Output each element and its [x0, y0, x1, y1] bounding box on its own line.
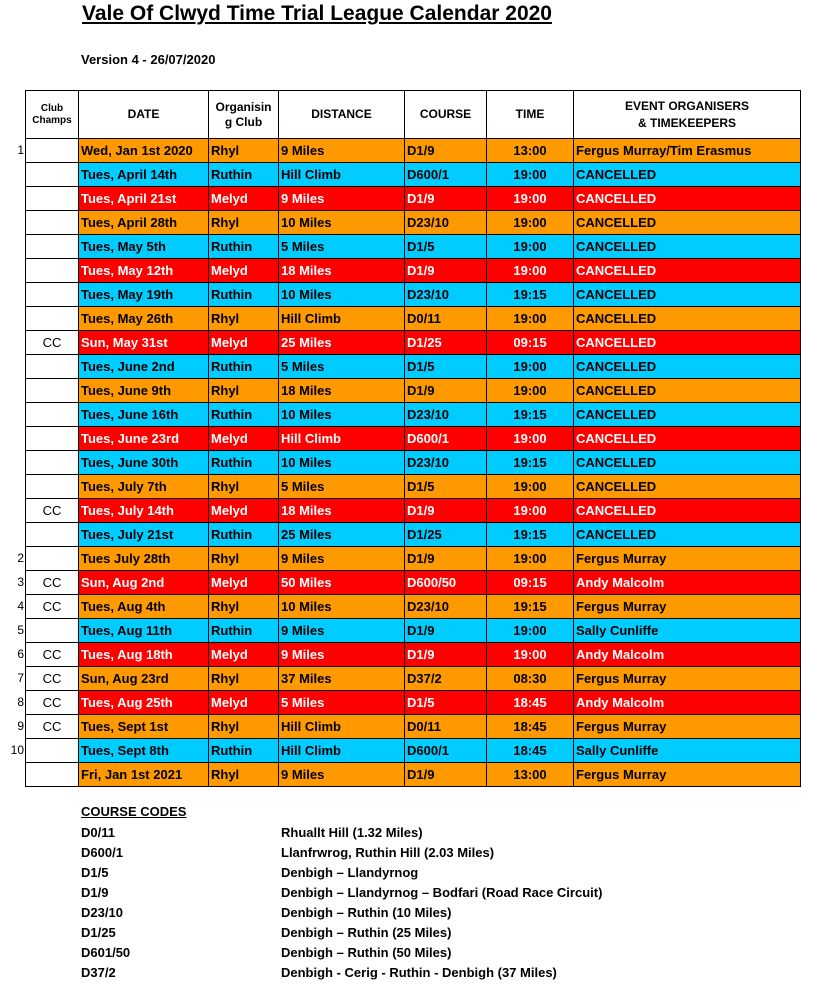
organiser-cell: CANCELLED [574, 331, 801, 355]
club-cell: Rhyl [209, 667, 279, 691]
course-cell: D23/10 [405, 283, 487, 307]
table-row [26, 403, 801, 427]
row-number: 4 [17, 599, 24, 613]
course-cell: D1/9 [405, 499, 487, 523]
time-cell: 19:00 [487, 427, 574, 451]
date-cell: Tues, June 23rd [79, 427, 209, 451]
date-cell: Tues, May 19th [79, 283, 209, 307]
time-cell: 13:00 [487, 763, 574, 787]
club-champs-cell [26, 235, 79, 259]
time-cell: 18:45 [487, 739, 574, 763]
distance-cell: Hill Climb [279, 307, 405, 331]
club-champs-marker: CC [42, 671, 62, 686]
table-row [26, 355, 801, 379]
club-cell: Rhyl [209, 715, 279, 739]
date-cell: Tues, May 5th [79, 235, 209, 259]
organiser-cell: Fergus Murray [574, 763, 801, 787]
club-cell: Ruthin [209, 523, 279, 547]
time-cell: 19:00 [487, 163, 574, 187]
club-cell: Melyd [209, 187, 279, 211]
time-cell: 19:00 [487, 379, 574, 403]
organiser-cell: Andy Malcolm [574, 691, 801, 715]
date-cell: Wed, Jan 1st 2020 [79, 139, 209, 163]
course-cell: D600/1 [405, 739, 487, 763]
table-row [26, 547, 801, 571]
distance-cell: Hill Climb [279, 427, 405, 451]
table-row [26, 739, 801, 763]
time-cell: 19:15 [487, 595, 574, 619]
date-cell: Tues, July 14th [79, 499, 209, 523]
time-cell: 19:00 [487, 307, 574, 331]
table-row [26, 451, 801, 475]
organiser-cell: CANCELLED [574, 283, 801, 307]
course-code: D0/11 [81, 825, 115, 840]
organiser-cell: CANCELLED [574, 379, 801, 403]
time-cell: 09:15 [487, 331, 574, 355]
table-row [26, 667, 801, 691]
date-cell: Tues, Aug 18th [79, 643, 209, 667]
time-cell: 09:15 [487, 571, 574, 595]
club-cell: Ruthin [209, 739, 279, 763]
club-champs-cell [26, 259, 79, 283]
distance-cell: Hill Climb [279, 739, 405, 763]
course-description: Denbigh – Ruthin (10 Miles) [281, 905, 452, 920]
header-organisers-line1: EVENT ORGANISERS [624, 98, 750, 113]
organiser-cell: CANCELLED [574, 235, 801, 259]
date-cell: Sun, Aug 2nd [79, 571, 209, 595]
club-champs-cell [26, 187, 79, 211]
row-number: 5 [17, 623, 24, 637]
club-champs-marker: CC [42, 647, 62, 662]
table-row [26, 715, 801, 739]
time-cell: 19:15 [487, 523, 574, 547]
organiser-cell: Fergus Murray [574, 667, 801, 691]
course-cell: D0/11 [405, 715, 487, 739]
club-cell: Rhyl [209, 379, 279, 403]
table-row [26, 619, 801, 643]
distance-cell: 9 Miles [279, 619, 405, 643]
club-champs-cell [26, 307, 79, 331]
date-cell: Tues, July 21st [79, 523, 209, 547]
distance-cell: Hill Climb [279, 715, 405, 739]
table-row [26, 283, 801, 307]
date-cell: Tues, April 21st [79, 187, 209, 211]
date-cell: Sun, May 31st [79, 331, 209, 355]
course-cell: D1/9 [405, 619, 487, 643]
time-cell: 13:00 [487, 139, 574, 163]
club-cell: Ruthin [209, 619, 279, 643]
distance-cell: 25 Miles [279, 523, 405, 547]
club-champs-cell [26, 163, 79, 187]
course-code: D23/10 [81, 905, 123, 920]
date-cell: Tues, June 30th [79, 451, 209, 475]
club-champs-marker: CC [42, 335, 62, 350]
row-number: 2 [17, 551, 24, 565]
distance-cell: 18 Miles [279, 259, 405, 283]
club-cell: Rhyl [209, 211, 279, 235]
course-cell: D1/5 [405, 475, 487, 499]
course-cell: D23/10 [405, 403, 487, 427]
table-row [26, 331, 801, 355]
row-number: 7 [17, 671, 24, 685]
club-champs-cell [26, 763, 79, 787]
course-cell: D1/9 [405, 763, 487, 787]
course-cell: D1/9 [405, 187, 487, 211]
date-cell: Tues, Sept 1st [79, 715, 209, 739]
course-codes-title: COURSE CODES [81, 804, 187, 819]
table-row [26, 691, 801, 715]
course-cell: D1/9 [405, 643, 487, 667]
header-organising-club: Organisin g Club [209, 91, 279, 139]
table-row [26, 379, 801, 403]
club-champs-cell [17, 547, 79, 571]
club-champs-marker: CC [42, 503, 62, 518]
time-cell: 19:00 [487, 643, 574, 667]
header-course: COURSE [405, 91, 487, 139]
table-row [26, 211, 801, 235]
club-champs-cell [17, 667, 79, 691]
organiser-cell: CANCELLED [574, 427, 801, 451]
course-cell: D1/9 [405, 259, 487, 283]
distance-cell: 25 Miles [279, 331, 405, 355]
date-cell: Tues, June 9th [79, 379, 209, 403]
table-row [26, 523, 801, 547]
time-cell: 08:30 [487, 667, 574, 691]
course-cell: D1/25 [405, 331, 487, 355]
club-champs-cell [26, 283, 79, 307]
table-row [26, 427, 801, 451]
version-label: Version 4 - 26/07/2020 [81, 52, 216, 67]
distance-cell: 5 Miles [279, 355, 405, 379]
table-row [26, 595, 801, 619]
club-cell: Melyd [209, 427, 279, 451]
distance-cell: Hill Climb [279, 163, 405, 187]
time-cell: 19:00 [487, 475, 574, 499]
club-cell: Rhyl [209, 307, 279, 331]
club-cell: Ruthin [209, 163, 279, 187]
time-cell: 19:00 [487, 259, 574, 283]
header-time: TIME [487, 91, 574, 139]
time-cell: 19:00 [487, 619, 574, 643]
club-champs-cell [26, 331, 79, 355]
date-cell: Tues, May 26th [79, 307, 209, 331]
date-cell: Tues, Sept 8th [79, 739, 209, 763]
club-cell: Ruthin [209, 403, 279, 427]
club-champs-cell [26, 211, 79, 235]
club-champs-cell [17, 691, 79, 715]
header-club-champs: Club Champs [26, 91, 79, 139]
date-cell: Tues, Aug 11th [79, 619, 209, 643]
course-cell: D23/10 [405, 211, 487, 235]
organiser-cell: Sally Cunliffe [574, 739, 801, 763]
course-description: Rhuallt Hill (1.32 Miles) [281, 825, 423, 840]
distance-cell: 9 Miles [279, 139, 405, 163]
course-code: D1/25 [81, 925, 116, 940]
course-cell: D600/1 [405, 163, 487, 187]
date-cell: Tues, June 16th [79, 403, 209, 427]
club-cell: Rhyl [209, 475, 279, 499]
club-champs-cell [10, 739, 79, 763]
club-champs-cell [26, 403, 79, 427]
distance-cell: 5 Miles [279, 235, 405, 259]
row-number: 6 [17, 647, 24, 661]
club-cell: Ruthin [209, 283, 279, 307]
time-cell: 18:45 [487, 691, 574, 715]
distance-cell: 10 Miles [279, 451, 405, 475]
club-champs-cell [26, 379, 79, 403]
club-cell: Ruthin [209, 451, 279, 475]
date-cell: Tues, May 12th [79, 259, 209, 283]
course-cell: D0/11 [405, 307, 487, 331]
time-cell: 19:15 [487, 451, 574, 475]
organiser-cell: CANCELLED [574, 499, 801, 523]
club-champs-marker: CC [42, 575, 62, 590]
club-champs-cell [26, 523, 79, 547]
course-code: D600/1 [81, 845, 123, 860]
course-code: D1/9 [81, 885, 109, 900]
distance-cell: 5 Miles [279, 691, 405, 715]
organiser-cell: CANCELLED [574, 403, 801, 427]
date-cell: Fri, Jan 1st 2021 [79, 763, 209, 787]
calendar-body [10, 139, 801, 787]
club-cell: Melyd [209, 571, 279, 595]
table-row [26, 139, 801, 163]
organiser-cell: Fergus Murray/Tim Erasmus [574, 139, 801, 163]
organiser-cell: CANCELLED [574, 163, 801, 187]
table-row [26, 643, 801, 667]
club-champs-cell [17, 139, 79, 163]
course-cell: D23/10 [405, 451, 487, 475]
date-cell: Tues, July 7th [79, 475, 209, 499]
time-cell: 19:00 [487, 211, 574, 235]
header-date: DATE [79, 91, 209, 139]
row-number: 10 [10, 743, 24, 757]
organiser-cell: CANCELLED [574, 187, 801, 211]
distance-cell: 9 Miles [279, 763, 405, 787]
course-description: Denbigh – Llandyrnog [281, 865, 419, 880]
distance-cell: 10 Miles [279, 211, 405, 235]
distance-cell: 10 Miles [279, 403, 405, 427]
time-cell: 19:00 [487, 187, 574, 211]
time-cell: 18:45 [487, 715, 574, 739]
header-distance: DISTANCE [279, 91, 405, 139]
page-title: Vale Of Clwyd Time Trial League Calendar 2020 [82, 2, 552, 25]
course-cell: D1/5 [405, 235, 487, 259]
time-cell: 19:00 [487, 499, 574, 523]
table-row [26, 163, 801, 187]
date-cell: Tues, April 14th [79, 163, 209, 187]
club-cell: Rhyl [209, 547, 279, 571]
course-cell: D1/5 [405, 355, 487, 379]
table-row [26, 307, 801, 331]
distance-cell: 10 Miles [279, 595, 405, 619]
club-champs-marker: CC [42, 695, 62, 710]
club-champs-cell [26, 451, 79, 475]
table-row [26, 259, 801, 283]
date-cell: Tues, Aug 4th [79, 595, 209, 619]
organiser-cell: Fergus Murray [574, 547, 801, 571]
organiser-cell: CANCELLED [574, 211, 801, 235]
organiser-cell: Andy Malcolm [574, 643, 801, 667]
distance-cell: 37 Miles [279, 667, 405, 691]
course-cell: D1/9 [405, 547, 487, 571]
organiser-cell: CANCELLED [574, 355, 801, 379]
distance-cell: 9 Miles [279, 643, 405, 667]
club-cell: Rhyl [209, 595, 279, 619]
course-cell: D600/1 [405, 427, 487, 451]
course-cell: D1/9 [405, 379, 487, 403]
organiser-cell: Sally Cunliffe [574, 619, 801, 643]
club-champs-cell [26, 475, 79, 499]
club-cell: Melyd [209, 691, 279, 715]
organiser-cell: CANCELLED [574, 451, 801, 475]
distance-cell: 50 Miles [279, 571, 405, 595]
course-cell: D1/25 [405, 523, 487, 547]
club-cell: Ruthin [209, 235, 279, 259]
date-cell: Tues, April 28th [79, 211, 209, 235]
distance-cell: 18 Miles [279, 499, 405, 523]
club-champs-marker: CC [42, 719, 62, 734]
time-cell: 19:00 [487, 235, 574, 259]
club-cell: Rhyl [209, 139, 279, 163]
club-champs-cell [26, 427, 79, 451]
course-code: D601/50 [81, 945, 131, 960]
time-cell: 19:15 [487, 283, 574, 307]
table-row [26, 499, 801, 523]
time-cell: 19:00 [487, 547, 574, 571]
distance-cell: 9 Miles [279, 187, 405, 211]
date-cell: Tues, June 2nd [79, 355, 209, 379]
organiser-cell: CANCELLED [574, 259, 801, 283]
date-cell: Tues, Aug 25th [79, 691, 209, 715]
course-code: D1/5 [81, 865, 109, 880]
date-cell: Sun, Aug 23rd [79, 667, 209, 691]
club-cell: Melyd [209, 331, 279, 355]
course-cell: D600/50 [405, 571, 487, 595]
row-number: 1 [17, 143, 24, 157]
distance-cell: 18 Miles [279, 379, 405, 403]
course-cell: D1/9 [405, 139, 487, 163]
club-champs-cell [26, 499, 79, 523]
distance-cell: 5 Miles [279, 475, 405, 499]
course-code: D37/2 [81, 965, 116, 980]
club-cell: Melyd [209, 259, 279, 283]
header-event-organisers [574, 91, 801, 139]
calendar-table [10, 90, 801, 787]
club-cell: Melyd [209, 643, 279, 667]
club-cell: Rhyl [209, 763, 279, 787]
row-number: 3 [17, 575, 24, 589]
course-description: Llanfrwrog, Ruthin Hill (2.03 Miles) [281, 845, 495, 860]
time-cell: 19:15 [487, 403, 574, 427]
row-number: 9 [17, 719, 24, 733]
club-champs-cell [17, 643, 79, 667]
header-organisers-line2: & TIMEKEEPERS [637, 115, 736, 130]
organiser-cell: CANCELLED [574, 307, 801, 331]
table-row [26, 475, 801, 499]
organiser-cell: CANCELLED [574, 523, 801, 547]
course-description: Denbigh - Cerig - Ruthin - Denbigh (37 Miles) [281, 965, 557, 980]
course-description: Denbigh – Ruthin (50 Miles) [281, 945, 452, 960]
table-row [26, 187, 801, 211]
club-champs-cell [17, 619, 79, 643]
distance-cell: 9 Miles [279, 547, 405, 571]
table-row [26, 763, 801, 787]
club-champs-cell [17, 595, 79, 619]
organiser-cell: Andy Malcolm [574, 571, 801, 595]
organiser-cell: Fergus Murray [574, 715, 801, 739]
course-description: Denbigh – Ruthin (25 Miles) [281, 925, 452, 940]
time-cell: 19:00 [487, 355, 574, 379]
course-description: Denbigh – Llandyrnog – Bodfari (Road Race Circuit) [281, 885, 603, 900]
course-cell: D1/5 [405, 691, 487, 715]
club-champs-cell [17, 715, 79, 739]
club-champs-cell [26, 355, 79, 379]
course-cell: D37/2 [405, 667, 487, 691]
organiser-cell: CANCELLED [574, 475, 801, 499]
course-cell: D23/10 [405, 595, 487, 619]
club-champs-cell [17, 571, 79, 595]
distance-cell: 10 Miles [279, 283, 405, 307]
club-cell: Ruthin [209, 355, 279, 379]
date-cell: Tues July 28th [79, 547, 209, 571]
club-cell: Melyd [209, 499, 279, 523]
club-champs-marker: CC [42, 599, 62, 614]
table-row [26, 571, 801, 595]
row-number: 8 [17, 695, 24, 709]
table-row [26, 235, 801, 259]
organiser-cell: Fergus Murray [574, 595, 801, 619]
header-row [26, 91, 801, 139]
